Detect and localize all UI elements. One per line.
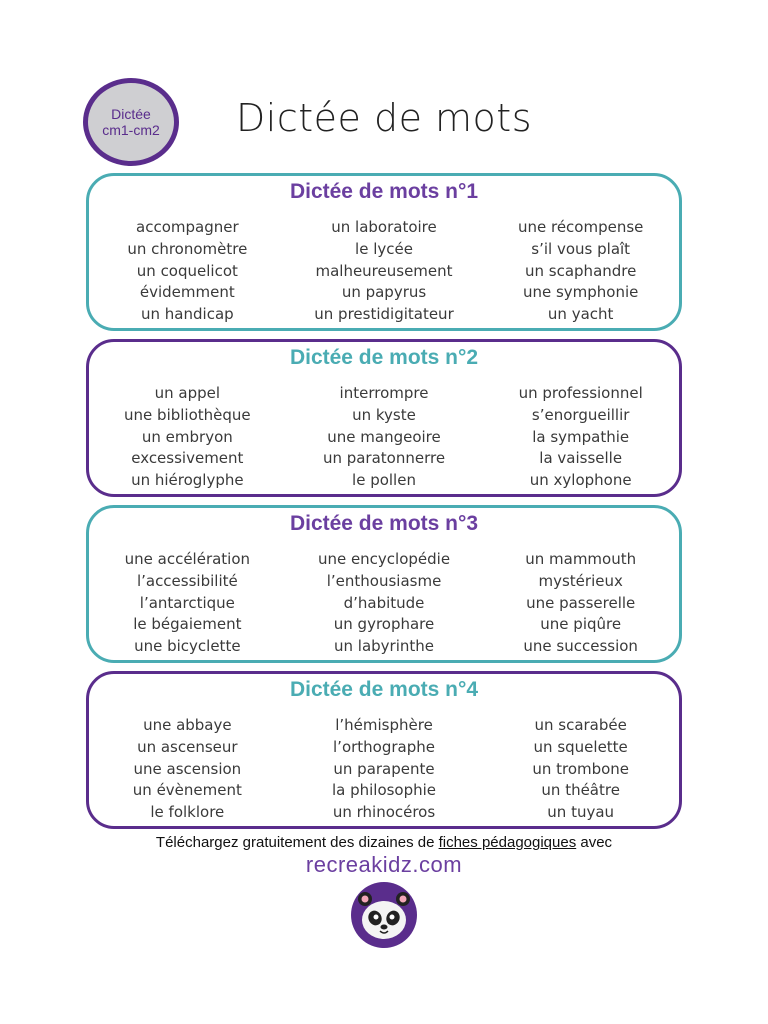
word: le bégaiement [133,615,242,634]
word: une ascension [133,759,242,778]
page-title: Dictée de mots [236,96,532,140]
word: un papyrus [341,283,427,302]
word: la vaisselle [539,449,623,468]
word: un squelette [533,737,628,756]
word: une bicyclette [134,637,241,656]
word: l’orthographe [333,737,435,756]
word: l’enthousiasme [326,571,442,590]
dictation-panel-3 [86,505,682,663]
word: le folklore [150,803,225,822]
word: la philosophie [331,781,437,800]
fiches-link[interactable]: fiches pédagogiques [438,834,577,851]
panel-title: Dictée de mots n°3 [289,512,479,535]
word-column-1 [89,383,286,492]
badge-line-1: Dictée [111,106,151,122]
word: une récompense [517,218,644,236]
word: un théâtre [541,781,620,800]
word: un appel [154,384,221,402]
word: mystérieux [538,571,623,590]
panel-title: Dictée de mots n°4 [289,678,479,701]
word: un laboratoire [331,218,437,236]
word: la sympathie [532,427,630,446]
word-column-1 [89,715,286,824]
word: l’hémisphère [335,716,433,734]
word: une piqûre [540,615,622,634]
badge-line-2: cm1-cm2 [102,122,160,138]
word-column-3 [482,383,679,492]
word: un kyste [352,405,416,424]
notice-text-after: avec [576,834,613,851]
word: un paratonnerre [322,449,446,468]
word: un scarabée [534,716,627,734]
word: un hiéroglyphe [131,471,244,490]
dictation-panel-2 [86,339,682,497]
word: une symphonie [522,283,639,302]
word: une succession [523,637,638,656]
word: un handicap [141,305,234,324]
word-column-1 [89,217,286,326]
word-column-3 [482,217,679,326]
word: un évènement [132,781,242,800]
word: un prestidigitateur [314,305,454,324]
word-column-3 [482,549,679,658]
panda-icon [345,882,423,948]
word: un ascenseur [137,737,238,756]
dictation-panel-4 [86,671,682,829]
word: un yacht [547,305,614,324]
word: une passerelle [526,593,636,612]
word: un coquelicot [136,261,238,280]
word: le lycée [355,239,413,258]
word: une accélération [124,550,251,568]
word: un xylophone [529,471,632,490]
word: un parapente [333,759,435,778]
word: un chronomètre [127,239,248,258]
word: un embryon [141,427,233,446]
word: une encyclopédie [317,550,451,568]
word-column-1 [89,549,286,658]
word: un scaphandre [525,261,637,280]
word: le pollen [352,471,416,490]
word: un labyrinthe [334,637,434,656]
word: excessivement [131,449,244,468]
panel-title: Dictée de mots n°2 [289,346,479,369]
word: un tuyau [547,803,615,822]
word: l’accessibilité [136,571,238,590]
download-notice [0,834,768,851]
site-link[interactable]: recreakidz.com [305,852,463,877]
word: accompagner [136,218,239,236]
word: une bibliothèque [124,405,251,424]
word: évidemment [139,283,235,302]
word: s’il vous plaît [531,239,631,258]
word: un mammouth [525,550,637,568]
word-column-2 [286,217,483,326]
word: un trombone [532,759,630,778]
word: une abbaye [143,716,232,734]
word: s’enorgueillir [531,405,630,424]
word-column-2 [286,715,483,824]
word: un gyrophare [333,615,435,634]
notice-text-before: Téléchargez gratuitement des dizaines de [155,834,439,851]
word: malheureusement [315,261,453,280]
word-column-2 [286,383,483,492]
word: l’antarctique [139,593,235,612]
dictation-panel-1 [86,173,682,331]
word: une mangeoire [327,427,441,446]
panel-title: Dictée de mots n°1 [289,180,479,203]
word-column-2 [286,549,483,658]
word: un professionnel [518,384,643,402]
word: un rhinocéros [332,803,436,822]
word-column-3 [482,715,679,824]
word: interrompre [339,384,429,402]
word: d’habitude [343,593,425,612]
